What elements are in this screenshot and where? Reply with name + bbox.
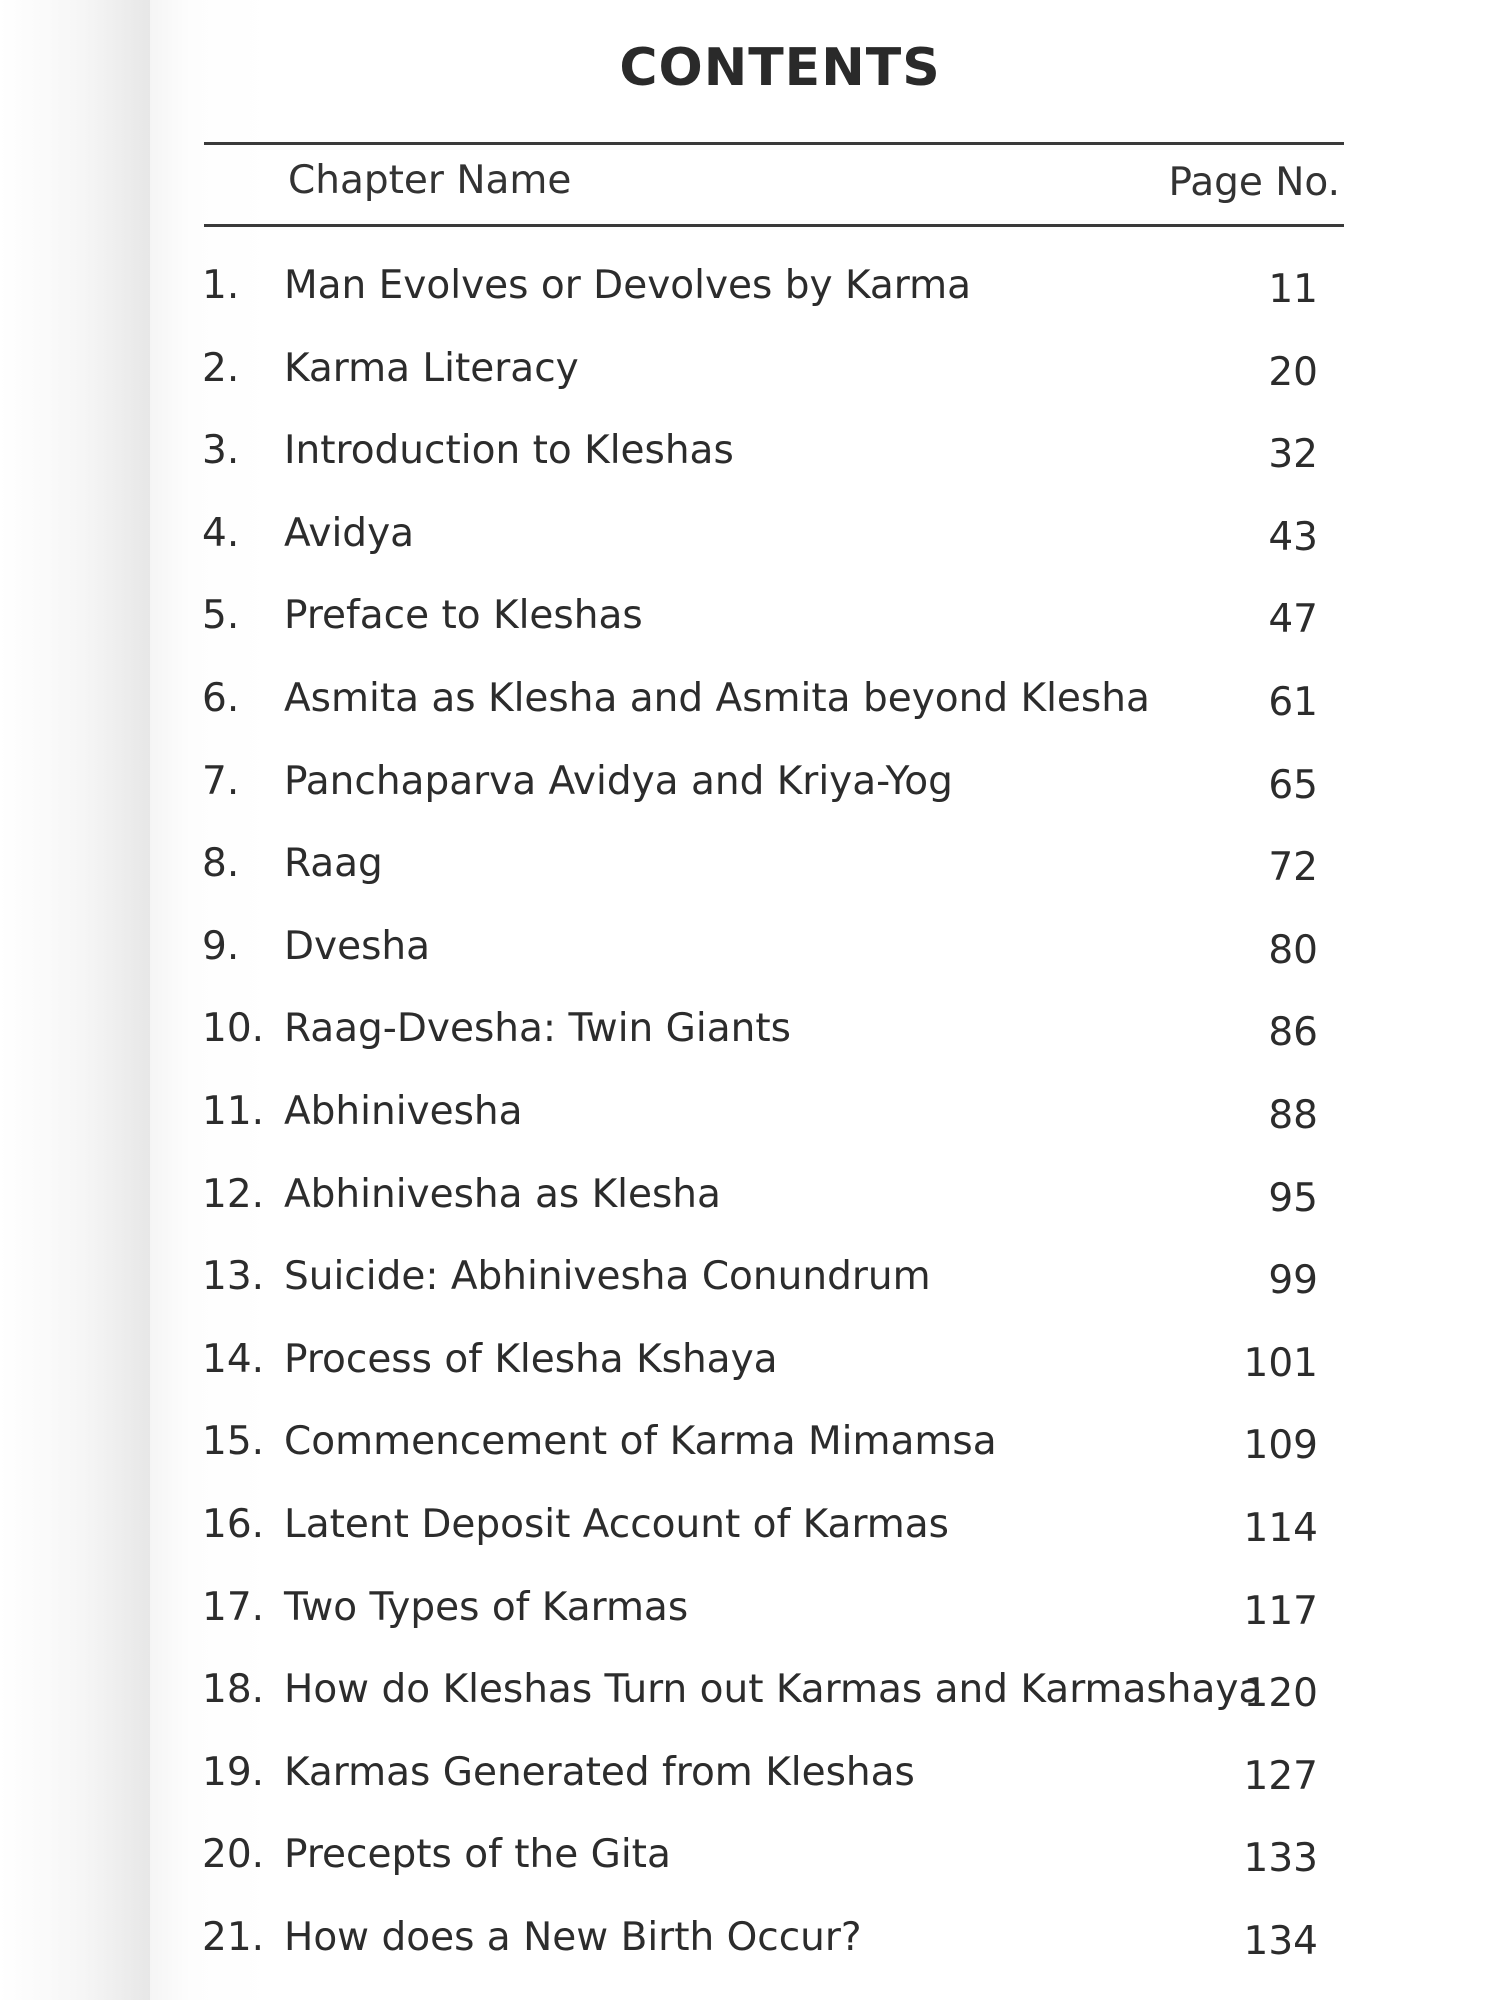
toc-entry [150, 1501, 1500, 1584]
toc-entry [150, 1005, 1500, 1088]
toc-entry [150, 1418, 1500, 1501]
chapter-page-number: 101 [1243, 1340, 1318, 1386]
toc-entry [150, 1171, 1500, 1254]
chapter-page-number: 11 [1268, 267, 1318, 312]
chapter-page-number: 61 [1268, 679, 1318, 725]
chapter-page-number: 95 [1268, 1175, 1318, 1221]
toc-entry [150, 1749, 1500, 1832]
chapter-page-number: 20 [1268, 349, 1318, 395]
chapter-title: Precepts of the Gita [284, 1832, 671, 1878]
chapter-page-number: 43 [1268, 514, 1318, 560]
chapter-title: Abhinivesha [284, 1088, 523, 1134]
chapter-page-number: 99 [1268, 1258, 1318, 1304]
chapter-title: Karmas Generated from Kleshas [284, 1749, 915, 1795]
chapter-title: Man Evolves or Devolves by Karma [284, 263, 972, 308]
toc-entry [150, 1914, 1500, 1997]
chapter-number: 10. [202, 1006, 265, 1052]
chapter-page-number: 120 [1243, 1671, 1318, 1717]
table-header [150, 158, 1500, 208]
chapter-title: Raag [284, 841, 383, 887]
toc-entry [150, 1831, 1500, 1914]
toc-entry [150, 1088, 1500, 1171]
toc-entry [150, 262, 1500, 345]
chapter-title: Dvesha [284, 923, 431, 969]
chapter-number: 15. [202, 1419, 265, 1465]
chapter-title: Avidya [284, 510, 415, 556]
chapter-number: 12. [202, 1171, 265, 1217]
chapter-page-number: 117 [1243, 1588, 1318, 1634]
page-gutter [0, 0, 150, 2000]
chapter-title: Abhinivesha as Klesha [284, 1171, 721, 1217]
toc-list [150, 262, 1500, 1996]
chapter-page-number: 47 [1268, 597, 1318, 643]
chapter-title: Karma Literacy [284, 345, 579, 391]
chapter-number: 21. [202, 1914, 265, 1960]
toc-entry [150, 1253, 1500, 1336]
toc-entry [150, 1336, 1500, 1419]
chapter-number: 16. [202, 1501, 265, 1547]
chapter-number: 1. [202, 263, 240, 308]
chapter-title: Two Types of Karmas [284, 1584, 689, 1630]
chapter-number: 5. [202, 593, 240, 639]
toc-entry [150, 592, 1500, 675]
chapter-title: Suicide: Abhinivesha Conundrum [284, 1254, 931, 1300]
chapter-page-number: 72 [1268, 845, 1318, 891]
chapter-page-number: 127 [1243, 1753, 1318, 1799]
toc-entry [150, 1584, 1500, 1667]
chapter-title: Process of Klesha Kshaya [284, 1336, 778, 1382]
toc-entry [150, 758, 1500, 841]
toc-entry [150, 427, 1500, 510]
contents-page [150, 0, 1500, 2000]
chapter-number: 13. [202, 1254, 265, 1300]
chapter-title: How does a New Birth Occur? [284, 1914, 862, 1960]
chapter-number: 6. [202, 675, 240, 721]
chapter-title: How do Kleshas Turn out Karmas and Karmashaya [284, 1667, 1263, 1713]
chapter-title: Latent Deposit Account of Karmas [284, 1501, 949, 1547]
chapter-page-number: 114 [1243, 1505, 1318, 1551]
toc-entry [150, 1666, 1500, 1749]
chapter-page-number: 86 [1268, 1010, 1318, 1056]
chapter-page-number: 88 [1268, 1092, 1318, 1138]
chapter-title: Asmita as Klesha and Asmita beyond Klesha [284, 675, 1150, 721]
chapter-page-number: 134 [1243, 1918, 1318, 1964]
chapter-page-number: 109 [1243, 1423, 1318, 1469]
chapter-number: 20. [202, 1832, 265, 1878]
chapter-number: 3. [202, 428, 240, 474]
header-top-rule [204, 142, 1344, 145]
header-bottom-rule [204, 224, 1344, 227]
chapter-title: Panchaparva Avidya and Kriya-Yog [284, 758, 953, 804]
chapter-number: 17. [202, 1584, 265, 1630]
chapter-title: Raag-Dvesha: Twin Giants [284, 1006, 791, 1052]
chapter-number: 4. [202, 510, 240, 556]
chapter-number: 8. [202, 841, 240, 887]
chapter-page-number: 65 [1268, 762, 1318, 808]
toc-entry [150, 675, 1500, 758]
page-no-header: Page No. [1168, 160, 1340, 205]
toc-entry [150, 510, 1500, 593]
toc-entry [150, 923, 1500, 1006]
chapter-name-header: Chapter Name [288, 158, 572, 203]
chapter-number: 11. [202, 1088, 265, 1134]
page-title: CONTENTS [619, 38, 941, 98]
toc-entry [150, 345, 1500, 428]
chapter-title: Introduction to Kleshas [284, 428, 734, 474]
chapter-number: 7. [202, 758, 240, 804]
chapter-number: 19. [202, 1749, 265, 1795]
chapter-number: 2. [202, 345, 240, 391]
chapter-page-number: 133 [1243, 1836, 1318, 1882]
chapter-title: Preface to Kleshas [284, 593, 643, 639]
chapter-number: 9. [202, 923, 240, 969]
chapter-number: 18. [202, 1667, 265, 1713]
chapter-number: 14. [202, 1336, 265, 1382]
chapter-title: Commencement of Karma Mimamsa [284, 1419, 997, 1465]
chapter-page-number: 32 [1268, 432, 1318, 478]
toc-entry [150, 840, 1500, 923]
chapter-page-number: 80 [1268, 927, 1318, 973]
